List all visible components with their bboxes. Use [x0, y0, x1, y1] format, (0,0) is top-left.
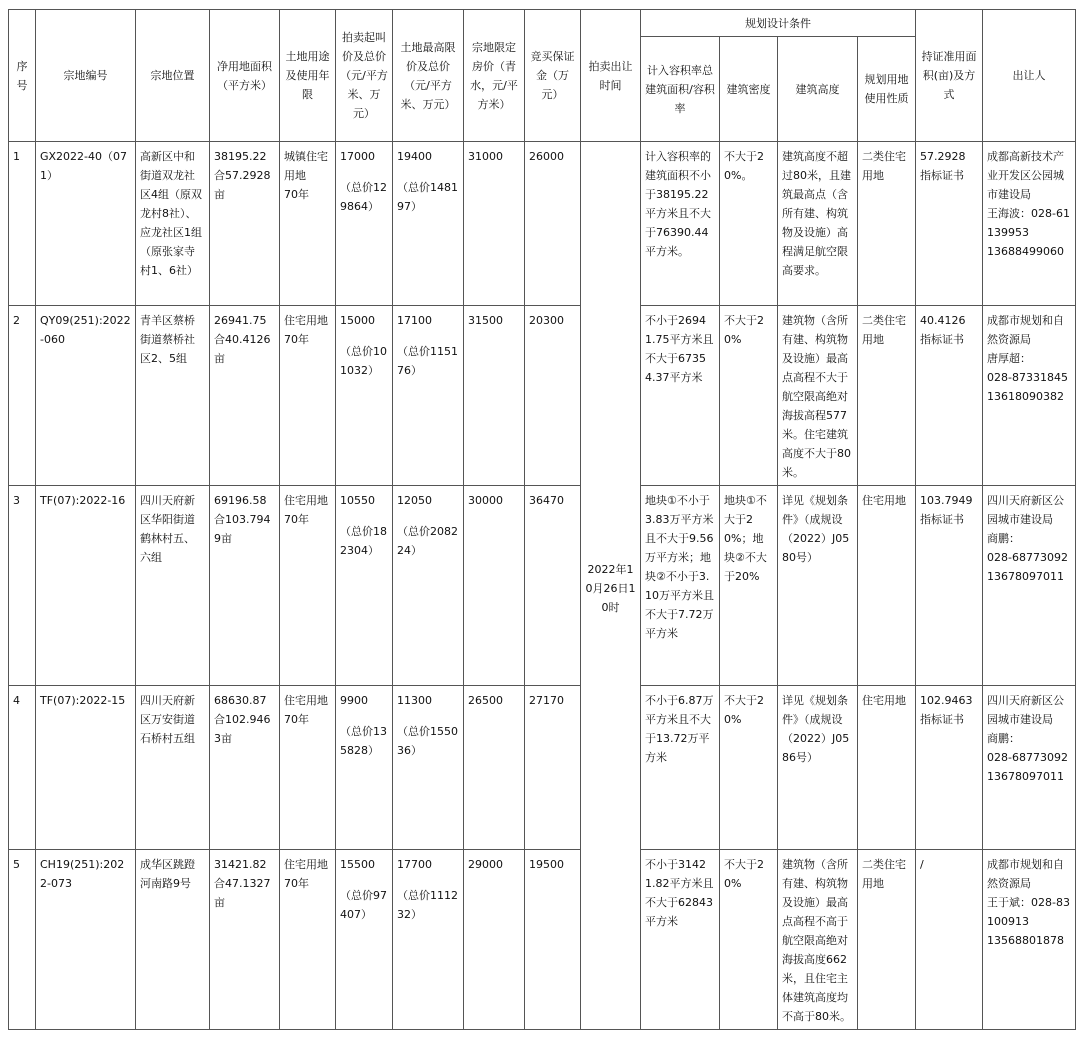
header-indicator: 持证准用面积(亩)及方式	[916, 10, 983, 142]
max-price: 11300	[397, 694, 432, 707]
cell-max-price	[393, 850, 464, 1030]
indicator-area: 40.4126	[920, 314, 966, 327]
header-code: 宗地编号	[36, 10, 136, 142]
max-price: 12050	[397, 494, 432, 507]
indicator-area: 57.2928	[920, 150, 966, 163]
max-total: （总价208224）	[397, 525, 458, 557]
header-max-price: 土地最高限价及总价（元/平方米、万元）	[393, 10, 464, 142]
max-total: （总价115176）	[397, 345, 458, 377]
cell-location: 成华区跳蹬河南路9号	[136, 850, 210, 1030]
start-total: （总价135828）	[340, 725, 387, 757]
header-start-price: 拍卖起叫价及总价（元/平方米、万元）	[336, 10, 393, 142]
use-years: 70年	[284, 877, 309, 890]
grantor-contact: 王海波：028-61139953	[987, 207, 1070, 239]
cell-deposit: 20300	[525, 306, 581, 486]
cell-seq: 3	[9, 486, 36, 686]
header-density: 建筑密度	[720, 37, 778, 142]
table-row	[9, 686, 1076, 850]
table-row	[9, 142, 1076, 306]
cell-grantor	[983, 306, 1076, 486]
cell-code: TF(07):2022-15	[36, 686, 136, 850]
cell-area	[210, 686, 280, 850]
area-sqm: 69196.58	[214, 494, 267, 507]
cell-use	[280, 486, 336, 686]
cell-indicator	[916, 850, 983, 1030]
header-use: 土地用途及使用年限	[280, 10, 336, 142]
grantor-name: 成都高新技术产业开发区公园城市建设局	[987, 150, 1064, 201]
cell-start-price	[336, 142, 393, 306]
cell-indicator	[916, 486, 983, 686]
cell-use	[280, 306, 336, 486]
cell-seq: 2	[9, 306, 36, 486]
cell-house-price: 30000	[464, 486, 525, 686]
grantor-contact: 王于斌：028-83100913	[987, 896, 1070, 928]
grantor-contact: 商鹏：	[987, 732, 1020, 745]
use-type: 住宅用地	[284, 858, 328, 871]
cell-location: 青羊区蔡桥街道蔡桥社区2、5组	[136, 306, 210, 486]
cell-use	[280, 850, 336, 1030]
cell-far: 地块①不小于3.83万平方米且不大于9.56万平方米；地块②不小于3.10万平方米且不大于7.72万平方米	[641, 486, 720, 686]
indicator-method: 指标证书	[920, 513, 964, 526]
cell-far: 不小于31421.82平方米且不大于62843平方米	[641, 850, 720, 1030]
cell-code: TF(07):2022-16	[36, 486, 136, 686]
area-sqm: 68630.87	[214, 694, 267, 707]
cell-deposit: 19500	[525, 850, 581, 1030]
grantor-contact: 商鹏：	[987, 532, 1020, 545]
grantor-phone: 028-68773092	[987, 751, 1068, 764]
cell-house-price: 26500	[464, 686, 525, 850]
cell-area	[210, 142, 280, 306]
area-mu: 合47.1327亩	[214, 877, 271, 909]
use-years: 70年	[284, 188, 309, 201]
grantor-name: 成都市规划和自然资源局	[987, 858, 1064, 890]
area-mu: 合103.7949亩	[214, 513, 271, 545]
cell-deposit: 27170	[525, 686, 581, 850]
cell-density: 不大于20%	[720, 686, 778, 850]
cell-start-price	[336, 306, 393, 486]
grantor-phone: 028-68773092	[987, 551, 1068, 564]
cell-max-price	[393, 486, 464, 686]
cell-area	[210, 306, 280, 486]
indicator-area: 103.7949	[920, 494, 973, 507]
cell-planning-use: 二类住宅用地	[858, 850, 916, 1030]
cell-height: 建筑高度不超过80米，且建筑最高点（含所有建、构筑物及设施）高程满足航空限高要求。	[778, 142, 858, 306]
area-sqm: 38195.22	[214, 150, 267, 163]
grantor-phone-2: 13678097011	[987, 570, 1064, 583]
use-type: 住宅用地	[284, 314, 328, 327]
cell-indicator	[916, 686, 983, 850]
cell-height: 建筑物（含所有建、构筑物及设施）最高点高程不高于航空限高绝对海拔高度662米，且住宅主体建筑高度均不高于80米。	[778, 850, 858, 1030]
start-total: （总价182304）	[340, 525, 387, 557]
grantor-phone: 13688499060	[987, 245, 1064, 258]
cell-seq: 5	[9, 850, 36, 1030]
cell-max-price	[393, 306, 464, 486]
header-area: 净用地面积（平方米）	[210, 10, 280, 142]
cell-location: 四川天府新区万安街道石桥村五组	[136, 686, 210, 850]
cell-density: 地块①不大于20%；地块②不大于20%	[720, 486, 778, 686]
grantor-phone-2: 13678097011	[987, 770, 1064, 783]
cell-area	[210, 486, 280, 686]
area-sqm: 26941.75	[214, 314, 267, 327]
use-type: 城镇住宅用地	[284, 150, 328, 182]
header-planning-group: 规划设计条件	[641, 10, 916, 37]
cell-height: 详见《规划条件》（成规设（2022）J0580号）	[778, 486, 858, 686]
grantor-phone: 028-87331845 13618090382	[987, 371, 1068, 403]
cell-indicator	[916, 306, 983, 486]
header-height: 建筑高度	[778, 37, 858, 142]
grantor-contact: 唐厚超：	[987, 352, 1031, 365]
cell-auction-time: 2022年10月26日10时	[581, 142, 641, 1030]
start-price: 17000	[340, 150, 375, 163]
cell-planning-use: 二类住宅用地	[858, 142, 916, 306]
cell-area	[210, 850, 280, 1030]
cell-grantor	[983, 142, 1076, 306]
cell-grantor	[983, 686, 1076, 850]
cell-grantor	[983, 850, 1076, 1030]
cell-deposit: 26000	[525, 142, 581, 306]
grantor-name: 成都市规划和自然资源局	[987, 314, 1064, 346]
start-total: （总价101032）	[340, 345, 387, 377]
start-price: 9900	[340, 694, 368, 707]
max-total: （总价155036）	[397, 725, 458, 757]
cell-location: 四川天府新区华阳街道鹤林村五、六组	[136, 486, 210, 686]
cell-far: 不小于6.87万平方米且不大于13.72万平方米	[641, 686, 720, 850]
use-years: 70年	[284, 713, 309, 726]
max-price: 19400	[397, 150, 432, 163]
max-total: （总价148197）	[397, 181, 458, 213]
indicator-method: 指标证书	[920, 169, 964, 182]
cell-seq: 1	[9, 142, 36, 306]
cell-use	[280, 142, 336, 306]
cell-density: 不大于20%	[720, 850, 778, 1030]
header-grantor: 出让人	[983, 10, 1076, 142]
table-row	[9, 486, 1076, 686]
table-row	[9, 850, 1076, 1030]
use-type: 住宅用地	[284, 694, 328, 707]
grantor-name: 四川天府新区公园城市建设局	[987, 694, 1064, 726]
area-mu: 合57.2928亩	[214, 169, 271, 201]
header-far: 计入容积率总建筑面积/容积率	[641, 37, 720, 142]
cell-deposit: 36470	[525, 486, 581, 686]
header-location: 宗地位置	[136, 10, 210, 142]
start-total: （总价97407）	[340, 889, 387, 921]
header-seq: 序号	[9, 10, 36, 142]
header-deposit: 竞买保证金（万元）	[525, 10, 581, 142]
cell-height: 建筑物（含所有建、构筑物及设施）最高点高程不大于航空限高绝对海拔高程577米。住宅建筑高度不大于80米。	[778, 306, 858, 486]
start-price: 15500	[340, 858, 375, 871]
header-planning-use: 规划用地使用性质	[858, 37, 916, 142]
max-price: 17700	[397, 858, 432, 871]
cell-max-price	[393, 142, 464, 306]
area-mu: 合40.4126亩	[214, 333, 271, 365]
cell-density: 不大于20%	[720, 306, 778, 486]
cell-house-price: 29000	[464, 850, 525, 1030]
start-price: 15000	[340, 314, 375, 327]
header-auction-time: 拍卖出让时间	[581, 10, 641, 142]
header-house-price: 宗地限定房价（青水，元/平方米）	[464, 10, 525, 142]
indicator-method: 指标证书	[920, 713, 964, 726]
indicator-method: 指标证书	[920, 333, 964, 346]
cell-house-price: 31000	[464, 142, 525, 306]
cell-far: 不小于26941.75平方米且不大于67354.37平方米	[641, 306, 720, 486]
use-years: 70年	[284, 333, 309, 346]
cell-code: CH19(251):2022-073	[36, 850, 136, 1030]
cell-use	[280, 686, 336, 850]
cell-start-price	[336, 486, 393, 686]
start-total: （总价129864）	[340, 181, 387, 213]
cell-location: 高新区中和街道双龙社区4组（原双龙村8社）、应龙社区1组（原张家寺村1、6社）	[136, 142, 210, 306]
cell-max-price	[393, 686, 464, 850]
cell-code: GX2022-40（071）	[36, 142, 136, 306]
cell-house-price: 31500	[464, 306, 525, 486]
cell-code: QY09(251):2022-060	[36, 306, 136, 486]
cell-density: 不大于20%。	[720, 142, 778, 306]
cell-grantor	[983, 486, 1076, 686]
grantor-phone: 13568801878	[987, 934, 1064, 947]
cell-far: 计入容积率的建筑面积不小于38195.22平方米且不大于76390.44平方米。	[641, 142, 720, 306]
use-type: 住宅用地	[284, 494, 328, 507]
cell-indicator	[916, 142, 983, 306]
land-auction-table	[8, 9, 1076, 1030]
cell-start-price	[336, 850, 393, 1030]
cell-height: 详见《规划条件》（成规设（2022）J0586号）	[778, 686, 858, 850]
area-sqm: 31421.82	[214, 858, 267, 871]
cell-planning-use: 住宅用地	[858, 686, 916, 850]
table-row	[9, 306, 1076, 486]
cell-start-price	[336, 686, 393, 850]
use-years: 70年	[284, 513, 309, 526]
cell-seq: 4	[9, 686, 36, 850]
cell-planning-use: 二类住宅用地	[858, 306, 916, 486]
cell-planning-use: 住宅用地	[858, 486, 916, 686]
area-mu: 合102.9463亩	[214, 713, 271, 745]
max-total: （总价111232）	[397, 889, 458, 921]
indicator-area: 102.9463	[920, 694, 973, 707]
start-price: 10550	[340, 494, 375, 507]
grantor-name: 四川天府新区公园城市建设局	[987, 494, 1064, 526]
max-price: 17100	[397, 314, 432, 327]
indicator-area: /	[920, 858, 924, 871]
